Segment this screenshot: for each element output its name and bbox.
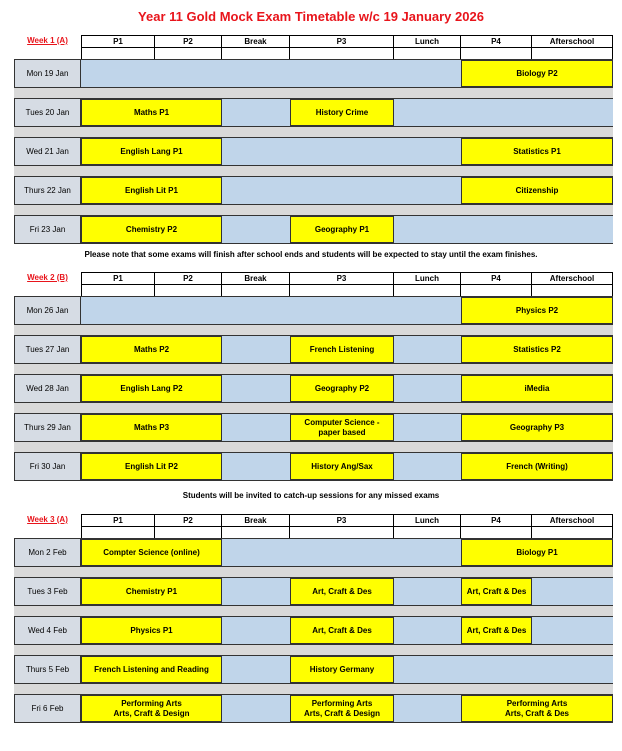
exam-slot: Art, Craft & Des <box>461 578 532 605</box>
exam-slot: Art, Craft & Des <box>290 617 394 644</box>
day-label: Thurs 5 Feb <box>14 656 81 683</box>
free-slot <box>81 297 461 324</box>
free-slot <box>394 617 461 644</box>
free-slot <box>394 375 461 402</box>
free-slot <box>222 656 290 683</box>
column-header-p1: P1 <box>81 272 155 284</box>
exam-slot: History Crime <box>290 99 394 126</box>
free-slot <box>222 414 290 441</box>
blank-cell <box>290 47 394 59</box>
day-label: Wed 4 Feb <box>14 617 81 644</box>
day-label: Wed 21 Jan <box>14 138 81 165</box>
week-1-table <box>14 35 613 244</box>
day-row <box>14 538 613 567</box>
note-catch-up: Students will be invited to catch-up sessions for any missed exams <box>182 491 440 500</box>
note-finish-after-school: Please note that some exams will finish after school ends and students will be expected to stay until the exam finishes. <box>84 250 538 259</box>
row-separator <box>14 325 613 335</box>
free-slot <box>222 617 290 644</box>
column-header-p2: P2 <box>155 272 222 284</box>
column-header-p4: P4 <box>461 272 532 284</box>
blank-cell <box>290 284 394 296</box>
blank-cell <box>394 526 461 538</box>
day-label: Fri 30 Jan <box>14 453 81 480</box>
row-separator <box>14 88 613 98</box>
exam-slot: Biology P2 <box>461 60 613 87</box>
exam-slot: Performing Arts Arts, Craft & Design <box>290 695 394 722</box>
blank-cell <box>155 526 222 538</box>
column-header-p3: P3 <box>290 272 394 284</box>
exam-slot: Citizenship <box>461 177 613 204</box>
week-label: Week 1 (A) <box>27 36 68 45</box>
day-row <box>14 655 613 684</box>
day-row <box>14 98 613 127</box>
day-label: Tues 20 Jan <box>14 99 81 126</box>
free-slot <box>222 138 461 165</box>
free-slot <box>394 414 461 441</box>
exam-slot: Biology P1 <box>461 539 613 566</box>
day-label: Thurs 29 Jan <box>14 414 81 441</box>
column-header-p4: P4 <box>461 35 532 47</box>
day-row <box>14 215 613 244</box>
day-row <box>14 413 613 442</box>
blank-cell <box>461 47 532 59</box>
free-slot <box>394 695 461 722</box>
row-separator <box>14 166 613 176</box>
day-label: Thurs 22 Jan <box>14 177 81 204</box>
column-header-lunch: Lunch <box>394 35 461 47</box>
exam-slot: Statistics P1 <box>461 138 613 165</box>
day-label: Mon 26 Jan <box>14 297 81 324</box>
exam-slot: Chemistry P1 <box>81 578 222 605</box>
blank-cell <box>461 526 532 538</box>
exam-slot: Computer Science - paper based <box>290 414 394 441</box>
free-slot <box>81 60 461 87</box>
day-row <box>14 452 613 481</box>
blank-cell <box>81 284 155 296</box>
exam-slot: English Lang P1 <box>81 138 222 165</box>
blank-header-row <box>14 526 613 538</box>
column-header-lunch: Lunch <box>394 514 461 526</box>
row-separator <box>14 606 613 616</box>
row-separator <box>14 127 613 137</box>
day-label: Mon 2 Feb <box>14 539 81 566</box>
day-label: Tues 3 Feb <box>14 578 81 605</box>
week-label: Week 2 (B) <box>27 273 68 282</box>
exam-slot: Art, Craft & Des <box>290 578 394 605</box>
exam-slot: Geography P3 <box>461 414 613 441</box>
exam-slot: English Lit P1 <box>81 177 222 204</box>
column-header-lunch: Lunch <box>394 272 461 284</box>
blank-cell <box>155 284 222 296</box>
day-row <box>14 616 613 645</box>
exam-slot: Maths P1 <box>81 99 222 126</box>
exam-slot: Geography P1 <box>290 216 394 243</box>
free-slot <box>394 453 461 480</box>
free-slot <box>222 336 290 363</box>
exam-slot: Physics P1 <box>81 617 222 644</box>
column-header-break: Break <box>222 272 290 284</box>
column-header-break: Break <box>222 514 290 526</box>
week-label: Week 3 (A) <box>27 515 68 524</box>
row-separator <box>14 567 613 577</box>
exam-slot: Performing Arts Arts, Craft & Des <box>461 695 613 722</box>
day-row <box>14 335 613 364</box>
blank-cell <box>14 526 81 537</box>
day-row <box>14 374 613 403</box>
exam-slot: English Lit P2 <box>81 453 222 480</box>
column-header-p2: P2 <box>155 35 222 47</box>
exam-slot: History Germany <box>290 656 394 683</box>
column-header-p1: P1 <box>81 35 155 47</box>
page-title: Year 11 Gold Mock Exam Timetable w/c 19 January 2026 <box>138 9 484 24</box>
row-separator <box>14 684 613 694</box>
day-row <box>14 296 613 325</box>
exam-slot: Physics P2 <box>461 297 613 324</box>
blank-cell <box>14 47 81 58</box>
blank-cell <box>155 47 222 59</box>
blank-cell <box>394 47 461 59</box>
column-header-row <box>14 272 613 284</box>
blank-cell <box>290 526 394 538</box>
day-row <box>14 59 613 88</box>
blank-cell <box>532 284 613 296</box>
day-label: Wed 28 Jan <box>14 375 81 402</box>
free-slot <box>222 578 290 605</box>
exam-slot: Maths P3 <box>81 414 222 441</box>
column-header-afterschool: Afterschool <box>532 35 613 47</box>
day-row <box>14 577 613 606</box>
free-slot <box>532 617 613 644</box>
row-separator <box>14 645 613 655</box>
week-2-table <box>14 272 613 481</box>
blank-cell <box>81 47 155 59</box>
day-label: Tues 27 Jan <box>14 336 81 363</box>
free-slot <box>222 375 290 402</box>
exam-slot: Statistics P2 <box>461 336 613 363</box>
exam-slot: French Listening and Reading <box>81 656 222 683</box>
blank-cell <box>222 526 290 538</box>
day-label: Fri 23 Jan <box>14 216 81 243</box>
column-header-afterschool: Afterschool <box>532 272 613 284</box>
exam-slot: Compter Science (online) <box>81 539 222 566</box>
column-header-p4: P4 <box>461 514 532 526</box>
free-slot <box>222 216 290 243</box>
free-slot <box>222 695 290 722</box>
column-header-p3: P3 <box>290 514 394 526</box>
column-header-row <box>14 35 613 47</box>
column-header-break: Break <box>222 35 290 47</box>
exam-slot: Art, Craft & Des <box>461 617 532 644</box>
blank-cell <box>532 47 613 59</box>
exam-slot: Geography P2 <box>290 375 394 402</box>
exam-slot: History Ang/Sax <box>290 453 394 480</box>
blank-cell <box>461 284 532 296</box>
free-slot <box>222 453 290 480</box>
column-header-p1: P1 <box>81 514 155 526</box>
row-separator <box>14 205 613 215</box>
free-slot <box>532 578 613 605</box>
column-header-row <box>14 514 613 526</box>
row-separator <box>14 442 613 452</box>
day-row <box>14 137 613 166</box>
exam-slot: French (Writing) <box>461 453 613 480</box>
exam-slot: iMedia <box>461 375 613 402</box>
free-slot <box>222 177 461 204</box>
row-separator <box>14 364 613 374</box>
exam-slot: Performing Arts Arts, Craft & Design <box>81 695 222 722</box>
day-label: Mon 19 Jan <box>14 60 81 87</box>
free-slot <box>394 336 461 363</box>
column-header-afterschool: Afterschool <box>532 514 613 526</box>
exam-slot: Chemistry P2 <box>81 216 222 243</box>
blank-cell <box>532 526 613 538</box>
column-header-p2: P2 <box>155 514 222 526</box>
free-slot <box>394 99 613 126</box>
column-header-p3: P3 <box>290 35 394 47</box>
blank-header-row <box>14 284 613 296</box>
free-slot <box>394 216 613 243</box>
blank-header-row <box>14 47 613 59</box>
blank-cell <box>394 284 461 296</box>
blank-cell <box>222 47 290 59</box>
exam-slot: French Listening <box>290 336 394 363</box>
row-separator <box>14 403 613 413</box>
free-slot <box>394 578 461 605</box>
blank-cell <box>14 284 81 295</box>
blank-cell <box>81 526 155 538</box>
day-label: Fri 6 Feb <box>14 695 81 722</box>
week-3-table <box>14 514 613 723</box>
free-slot <box>222 539 461 566</box>
exam-slot: Maths P2 <box>81 336 222 363</box>
exam-slot: English Lang P2 <box>81 375 222 402</box>
free-slot <box>394 656 613 683</box>
day-row <box>14 694 613 723</box>
day-row <box>14 176 613 205</box>
free-slot <box>222 99 290 126</box>
blank-cell <box>222 284 290 296</box>
